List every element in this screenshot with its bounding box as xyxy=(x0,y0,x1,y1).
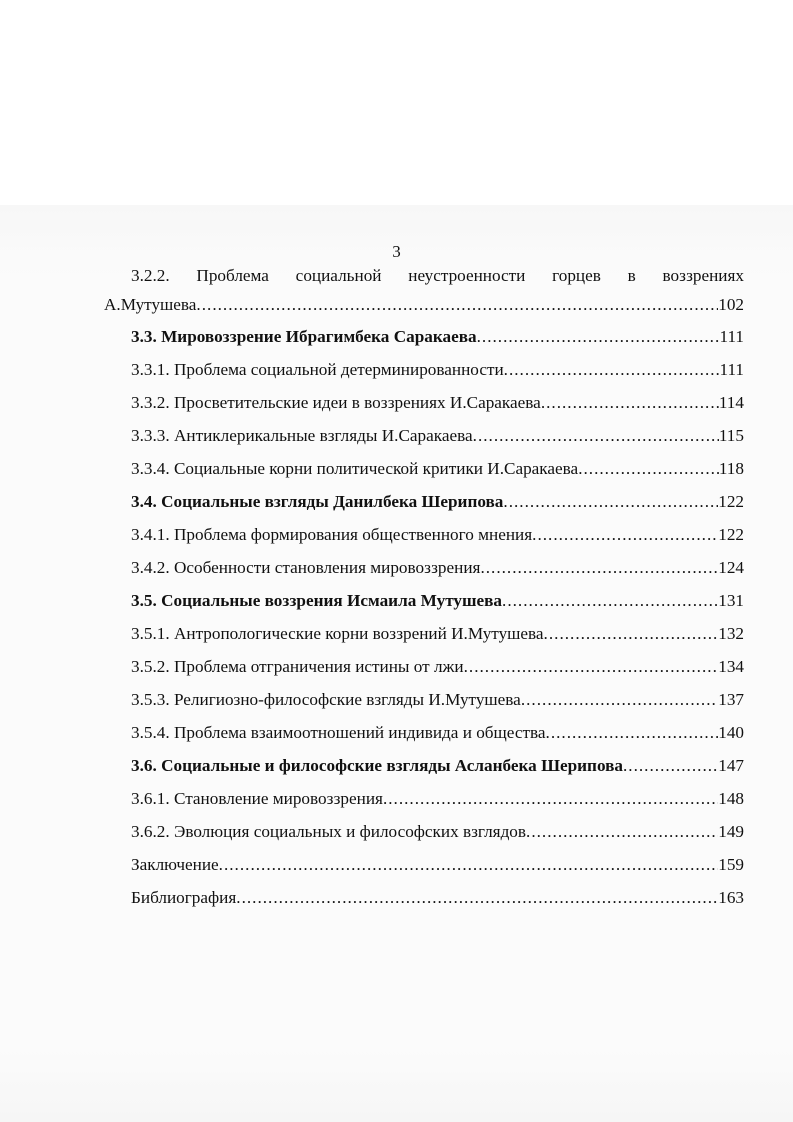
toc-section-entry[interactable] xyxy=(131,584,744,617)
toc-entry-label: 3.5. Социальные воззрения Исмаила Мутушева xyxy=(131,591,503,610)
toc-entry-label: 3.4. Социальные взгляды Данилбека Шерипова xyxy=(131,492,504,511)
toc-page-number: 124 xyxy=(718,558,744,577)
toc-page-number: 159 xyxy=(718,855,744,874)
toc-entry[interactable] xyxy=(131,848,744,881)
toc-entry[interactable] xyxy=(131,551,744,584)
dot-leader xyxy=(464,650,719,683)
toc-page-number: 118 xyxy=(718,459,744,478)
toc-page-number: 132 xyxy=(718,624,744,643)
dot-leader xyxy=(503,485,718,518)
dot-leader xyxy=(502,584,718,617)
dot-leader xyxy=(473,419,719,452)
toc-entry-label: 3.3.1. Проблема социальной детерминированности xyxy=(131,360,504,379)
toc-entry-label: 3.3. Мировоззрение Ибрагимбека Саракаева xyxy=(131,327,477,346)
toc-entry[interactable] xyxy=(131,782,744,815)
toc-page-number: 111 xyxy=(719,327,744,346)
toc-entry-label: 3.3.4. Социальные корни политической критики И.Саракаева xyxy=(131,459,579,478)
toc-page-number: 131 xyxy=(718,591,744,610)
page-number: 3 xyxy=(392,242,401,261)
toc-page-number: 137 xyxy=(718,690,744,709)
toc-entry-label: 3.6.2. Эволюция социальных и философских взглядов xyxy=(131,822,527,841)
toc-entry-label: 3.5.3. Религиозно-философские взгляды И.Мутушева xyxy=(131,690,521,709)
toc-entry-label: 3.4.2. Особенности становления мировоззрения xyxy=(131,558,481,577)
toc-page-number: 115 xyxy=(718,426,744,445)
toc-entry-label: Заключение xyxy=(131,855,219,874)
dot-leader xyxy=(383,782,718,815)
toc-entry[interactable] xyxy=(131,386,744,419)
toc-entry-label: 3.6. Социальные и философские взгляды Асланбека Шерипова xyxy=(131,756,623,775)
toc-entry-label: 3.5.1. Антропологические корни воззрений И.Мутушева xyxy=(131,624,544,643)
toc-entry[interactable] xyxy=(131,353,744,386)
dot-leader xyxy=(526,815,718,848)
toc-page-number: 148 xyxy=(718,789,744,808)
dot-leader xyxy=(532,518,718,551)
dot-leader xyxy=(541,386,719,419)
toc-page-number: 134 xyxy=(718,657,744,676)
toc-entry-label: Библиография xyxy=(131,888,237,907)
dot-leader xyxy=(623,749,718,782)
toc-entry-label: 3.5.4. Проблема взаимоотношений индивида и общества xyxy=(131,723,546,742)
toc-entry-3-2-2[interactable] xyxy=(104,290,744,320)
dot-leader xyxy=(219,848,719,881)
dot-leader xyxy=(578,452,719,485)
toc-entry[interactable] xyxy=(131,716,744,749)
table-of-contents xyxy=(104,262,744,914)
dot-leader xyxy=(504,353,720,386)
toc-page-number: 147 xyxy=(718,756,744,775)
toc-page-number: 149 xyxy=(718,822,744,841)
toc-entry[interactable] xyxy=(131,617,744,650)
toc-section-entry[interactable] xyxy=(131,320,744,353)
toc-entry[interactable] xyxy=(131,881,744,914)
toc-entry[interactable] xyxy=(131,518,744,551)
toc-entry[interactable] xyxy=(131,815,744,848)
toc-page-number: 102 xyxy=(718,295,744,314)
dot-leader xyxy=(521,683,718,716)
toc-entry[interactable] xyxy=(131,452,744,485)
toc-page-number: 122 xyxy=(718,525,744,544)
toc-page-number: 122 xyxy=(718,492,744,511)
toc-entry-label: 3.5.2. Проблема отграничения истины от лжи xyxy=(131,657,464,676)
toc-page-number: 114 xyxy=(718,393,744,412)
toc-entry-list xyxy=(104,320,744,914)
toc-entry-label: 3.4.1. Проблема формирования общественного мнения xyxy=(131,525,533,544)
toc-entry-label: 3.3.3. Антиклерикальные взгляды И.Саракаева xyxy=(131,426,473,445)
dot-leader xyxy=(480,551,718,584)
toc-page-number: 111 xyxy=(719,360,744,379)
toc-section-entry[interactable] xyxy=(131,485,744,518)
toc-entry-label: А.Мутушева xyxy=(104,295,197,314)
toc-section-entry[interactable] xyxy=(131,749,744,782)
toc-entry[interactable] xyxy=(131,419,744,452)
dot-leader xyxy=(477,320,720,353)
toc-page-number: 140 xyxy=(718,723,744,742)
dot-leader xyxy=(546,716,719,749)
toc-entry[interactable] xyxy=(131,650,744,683)
dot-leader xyxy=(236,881,718,914)
dot-leader xyxy=(196,290,718,320)
toc-entry-3-2-2-heading: 3.2.2. Проблема социальной неустроенности горцев в воззрениях xyxy=(131,266,744,285)
toc-entry[interactable] xyxy=(131,683,744,716)
toc-page-number: 163 xyxy=(718,888,744,907)
toc-entry-label: 3.3.2. Просветительские идеи в воззрениях И.Саракаева xyxy=(131,393,541,412)
dot-leader xyxy=(544,617,719,650)
toc-entry-label: 3.6.1. Становление мировоззрения xyxy=(131,789,383,808)
